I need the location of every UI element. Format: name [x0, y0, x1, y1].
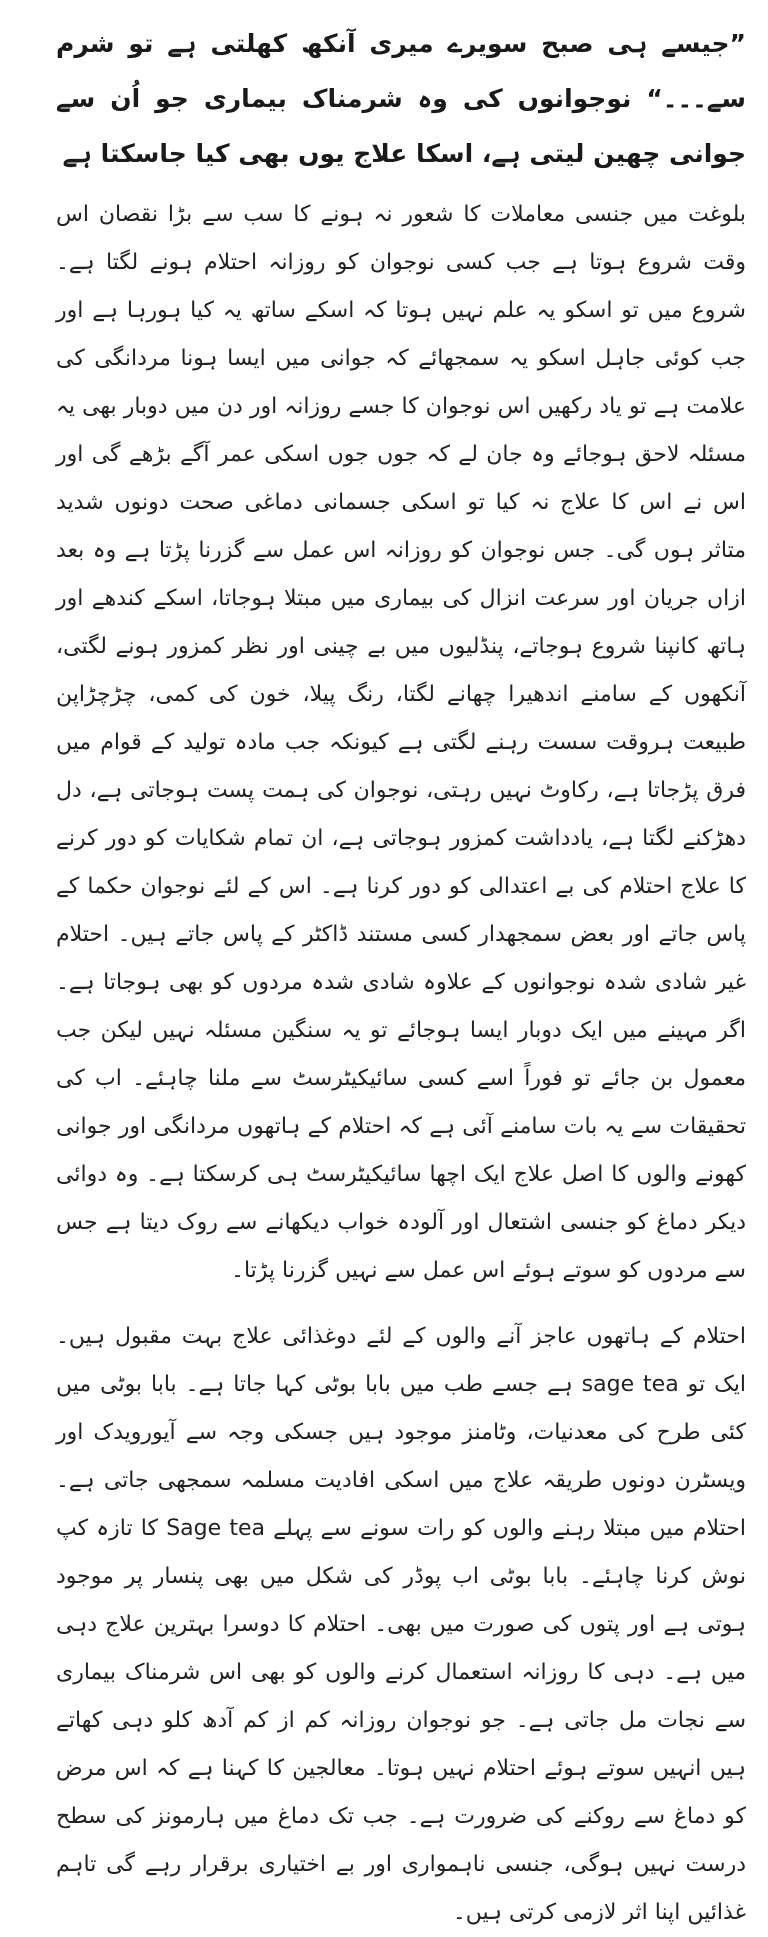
- article-headline: ”جیسے ہی صبح سویرے میری آنکھ کھلتی ہے تو شرم سے۔۔۔“ نوجوانوں کی وہ شرمناک بیماری جو اُن سے جوانی چھین لیتی ہے، اسکا علاج یوں بھی کیا جاسکتا ہے: [56, 29, 746, 168]
- article-paragraph-2: احتلام کے ہاتھوں عاجز آنے والوں کے لئے دوغذائی علاج بہت مقبول ہیں۔ ایک تو sage tea ہے جسے طب میں بابا بوٹی کہا جاتا ہے۔ بابا بوٹی میں کئی طرح کی معدنیات، وٹامنز موجود ہیں جسکی وجہ سے آیورویدک اور ویسٹرن دونوں طریقہ علاج میں اسکی افادیت مسلمہ سمجھی جاتی ہے۔ احتلام میں مبتلا رہنے والوں کو رات سونے سے پہلے Sage tea کا تازہ کپ نوش کرنا چاہئے۔ بابا بوٹی اب پوڈر کی شکل میں بھی پنسار پر موجود ہوتی ہے اور پتوں کی صورت میں بھی۔ احتلام کا دوسرا بہترین علاج دہی میں ہے۔ دہی کا روزانہ استعمال کرنے والوں کو بھی اس شرمناک بیماری سے نجات مل جاتی ہے۔ جو نوجوان روزانہ کم از کم آدھ کلو دہی کھاتے ہیں انہیں سوتے ہوئے احتلام نہیں ہوتا۔ معالجین کا کہنا ہے کہ اس مرض کو دماغ سے روکنے کی ضرورت ہے۔ جب تک دماغ میں ہارمونز کی سطح درست نہیں ہوگی، جنسی ناہمواری اور بے اختیاری برقرار رہے گی تاہم غذائیں اپنا اثر لازمی کرتی ہیں۔: [56, 1324, 746, 1925]
- article-paragraph-1: بلوغت میں جنسی معاملات کا شعور نہ ہونے کا سب سے بڑا نقصان اس وقت شروع ہوتا ہے جب کسی نوجوان کو روزانہ احتلام ہونے لگتا ہے۔ شروع میں تو اسکو یہ علم نہیں ہوتا کہ اسکے ساتھ یہ کیا ہورہا ہے اور جب کوئی جاہل اسکو یہ سمجھائے کہ جوانی میں ایسا ہونا مردانگی کی علامت ہے تو یاد رکھیں اس نوجوان کا جسے روزانہ اور دن میں دوبار بھی یہ مسئلہ لاحق ہوجائے وہ جان لے کہ جوں جوں اسکی عمر آگے بڑھے گی اور اس نے اس کا علاج نہ کیا تو اسکی جسمانی دماغی صحت دونوں شدید متاثر ہوں گی۔ جس نوجوان کو روزانہ اس عمل سے گزرنا پڑتا ہے وہ بعد ازاں جریان اور سرعت انزال کی بیماری میں مبتلا ہوجاتا، اسکے کندھے اور ہاتھ کانپنا شروع ہوجاتے، پنڈلیوں میں بے چینی اور نظر کمزور ہونے لگتی، آنکھوں کے سامنے اندھیرا چھانے لگتا، رنگ پیلا، خون کی کمی، چڑچڑاپن طبیعت ہروقت سست رہنے لگتی ہے کیونکہ جب مادہ تولید کے قوام میں فرق پڑجاتا ہے، رکاوٹ نہیں رہتی، نوجوان کی ہمت پست ہوجاتی ہے، دل دھڑکنے لگتا ہے، یادداشت کمزور ہوجاتی ہے، ان تمام شکایات کو دور کرنے کا علاج احتلام کی بے اعتدالی کو دور کرنا ہے۔ اس کے لئے نوجوان حکما کے پاس جاتے اور بعض سمجھدار کسی مستند ڈاکٹر کے پاس جاتے ہیں۔ احتلام غیر شادی شدہ نوجوانوں کے علاوہ شادی شدہ مردوں کو بھی ہوجاتا ہے۔ اگر مہینے میں ایک دوبار ایسا ہوجائے تو یہ سنگین مسئلہ نہیں لیکن جب معمول بن جائے تو فوراً اسے کسی سائیکیٹرسٹ سے ملنا چاہئے۔ اب کی تحقیقات سے یہ بات سامنے آئی ہے کہ احتلام کے ہاتھوں مردانگی اور جوانی کھونے والوں کا اصل علاج ایک اچھا سائیکیٹرسٹ ہی کرسکتا ہے۔ وہ دوائی دیکر دماغ کو جنسی اشتعال اور آلودہ خواب دیکھانے سے روک دیتا ہے جس سے مردوں کو سوتے ہوئے اس عمل سے نہیں گزرنا پڑتا۔: [56, 202, 746, 1283]
- article-body: [56, 16, 746, 1937]
